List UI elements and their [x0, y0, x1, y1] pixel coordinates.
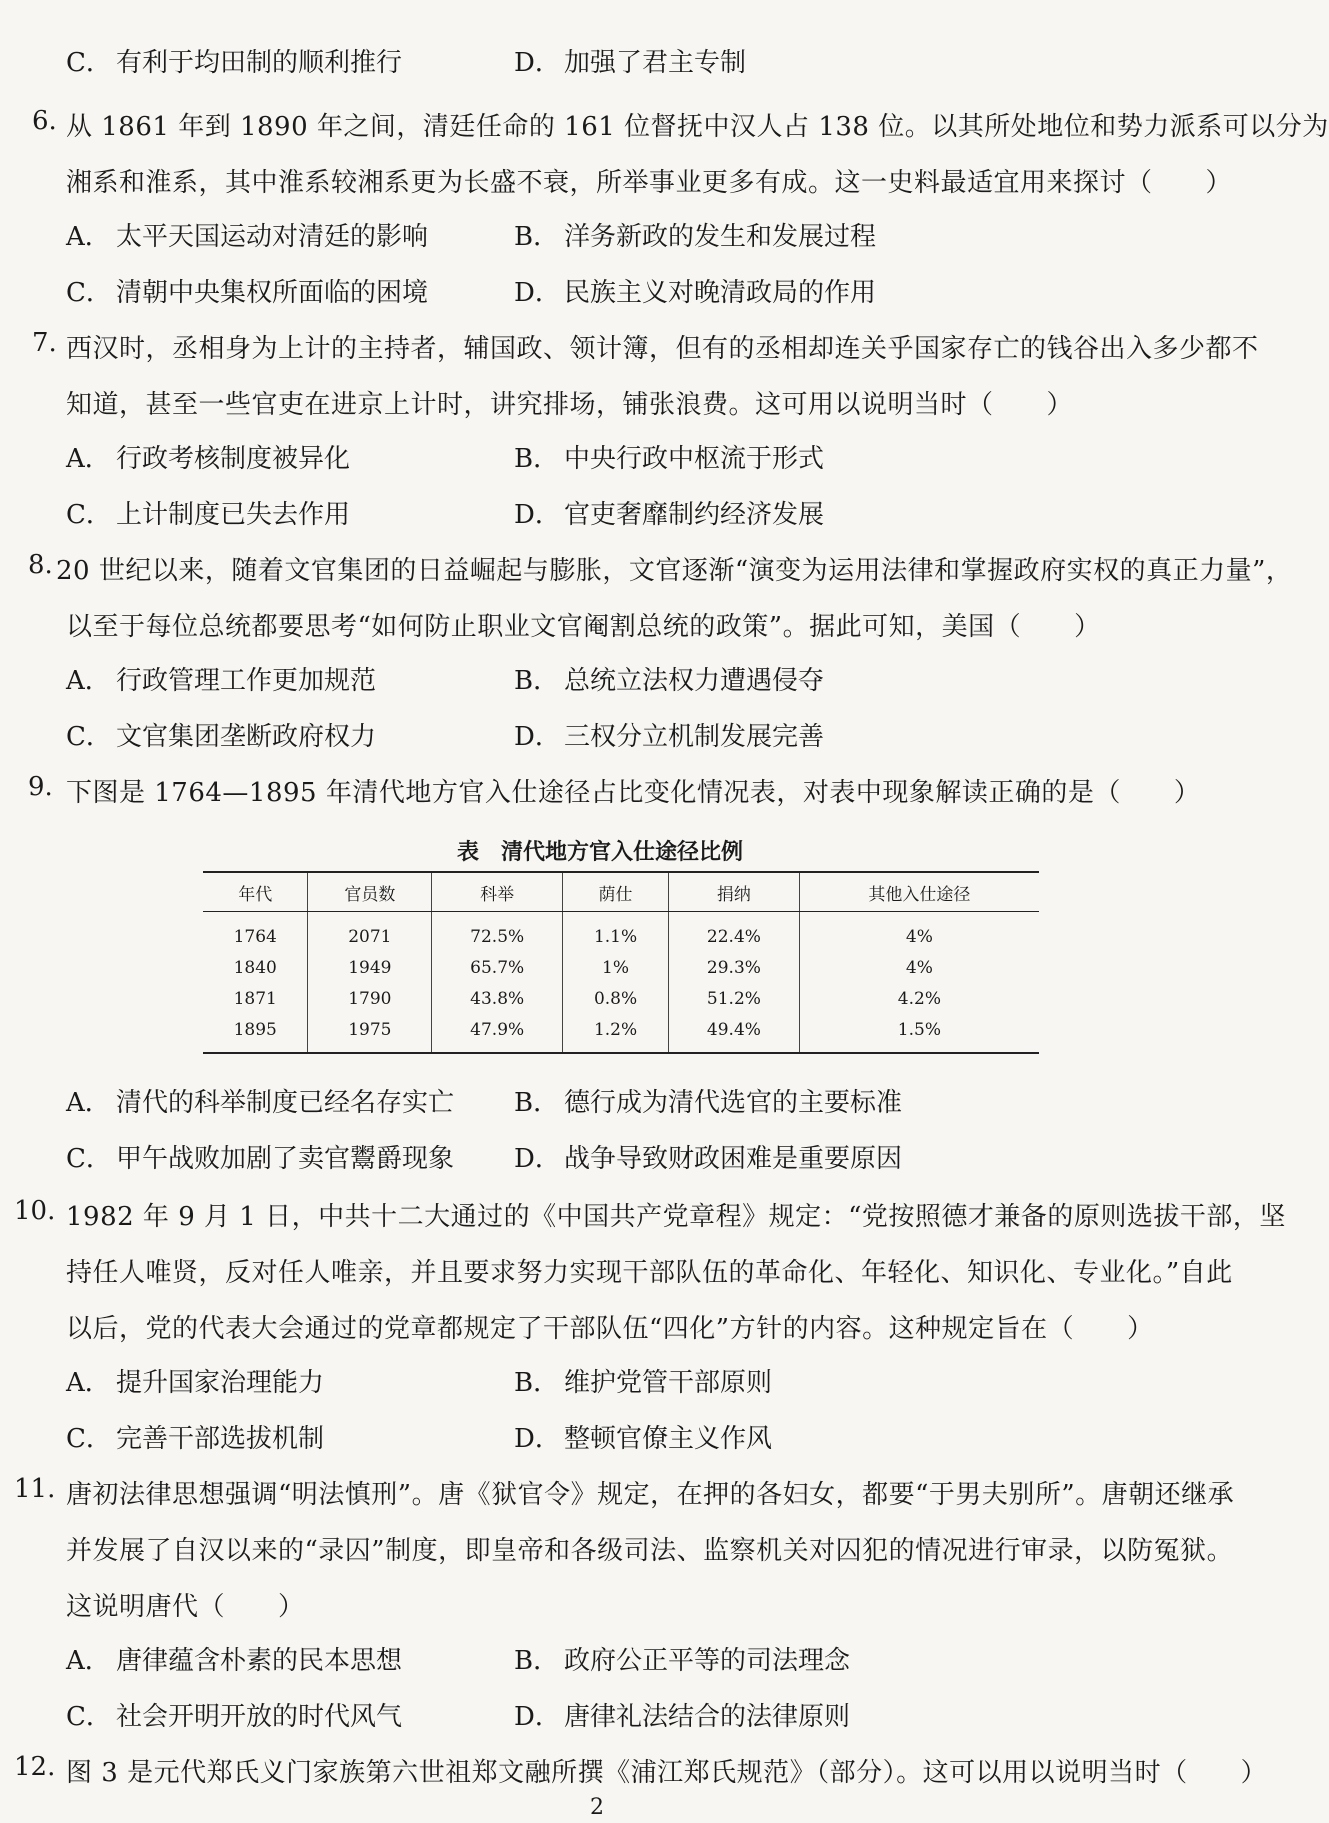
table-cell: 1764 [233, 926, 277, 947]
q10-stem-line3: 以后，党的代表大会通过的党章都规定了干部队伍“四化”方针的内容。这种规定旨在（ ） [66, 1314, 1154, 1344]
table-cell: 4% [799, 952, 1039, 983]
table-cell: 22.4% [669, 912, 800, 953]
table-cell: 47.9% [432, 1014, 563, 1053]
q7-option-c: C． 上计制度已失去作用 [66, 500, 351, 530]
q6-option-b: B． 洋务新政的发生和发展过程 [514, 222, 877, 252]
table-cell: 43.8% [432, 983, 563, 1014]
q8-option-b: B． 总统立法权力遭遇侵夺 [514, 666, 825, 696]
table-cell: 1975 [308, 1014, 432, 1053]
table-cell: 51.2% [669, 983, 800, 1014]
q10-stem-line2: 持任人唯贤，反对任人唯亲，并且要求努力实现干部队伍的革命化、年轻化、知识化、专业化。”自此 [66, 1258, 1233, 1288]
q6-stem-line2: 湘系和淮系，其中淮系较湘系更为长盛不衰，所举事业更多有成。这一史料最适宜用来探讨（ ） [66, 168, 1233, 198]
table-row [203, 952, 1039, 983]
table-cell: 1840 [233, 957, 277, 978]
q10-stem-line1: 1982 年 9 月 1 日，中共十二大通过的《中国共产党章程》规定：“党按照德才兼备的原则选拔干部，坚 [66, 1202, 1286, 1232]
table-cell: 4% [799, 912, 1039, 953]
table-header-cell: 官员数 [308, 872, 432, 912]
table-cell: 1% [563, 952, 669, 983]
table-cell: 65.7% [432, 952, 563, 983]
q10-option-c: C． 完善干部选拔机制 [66, 1424, 325, 1454]
q8-option-a: A． 行政管理工作更加规范 [66, 666, 377, 696]
page-number: 2 [590, 1795, 604, 1820]
q12-stem-line1: 图 3 是元代郑氏义门家族第六世祖郑文融所撰《浦江郑氏规范》（部分）。这可以用以说明当时（ ） [66, 1758, 1268, 1788]
q10-option-a: A． 提升国家治理能力 [66, 1368, 325, 1398]
q7-stem-line1: 西汉时，丞相身为上计的主持者，辅国政、领计簿，但有的丞相却连关乎国家存亡的钱谷出入多少都不 [66, 334, 1259, 364]
q7-stem-line2: 知道，甚至一些官吏在进京上计时，讲究排场，铺张浪费。这可用以说明当时（ ） [66, 390, 1074, 420]
table-cell: 1949 [308, 952, 432, 983]
q8-option-d: D． 三权分立机制发展完善 [514, 722, 825, 752]
table-header-cell: 其他入仕途径 [799, 872, 1039, 912]
q9-option-d: D． 战争导致财政困难是重要原因 [514, 1144, 903, 1174]
q10-option-b: B． 维护党管干部原则 [514, 1368, 773, 1398]
q7-number: 7. [32, 328, 57, 358]
table-cell: 1.1% [563, 912, 669, 953]
q11-option-a: A． 唐律蕴含朴素的民本思想 [66, 1646, 403, 1676]
table-cell: 49.4% [669, 1014, 800, 1053]
q7-option-a: A． 行政考核制度被异化 [66, 444, 351, 474]
table-header-cell: 科举 [432, 872, 563, 912]
table-row [203, 1014, 1039, 1053]
table-cell: 72.5% [432, 912, 563, 953]
table-caption: 表 清代地方官入仕途径比例 [456, 840, 743, 865]
q10-option-d: D． 整顿官僚主义作风 [514, 1424, 773, 1454]
table-cell: 29.3% [669, 952, 800, 983]
q9-number: 9. [28, 772, 53, 802]
table-cell: 0.8% [563, 983, 669, 1014]
q5-option-c: C． 有利于均田制的顺利推行 [66, 48, 403, 78]
table-cell: 1.5% [799, 1014, 1039, 1053]
table-cell: 1.2% [563, 1014, 669, 1053]
table-cell: 1871 [233, 988, 277, 1009]
table-row [203, 912, 1039, 953]
q6-number: 6. [32, 106, 57, 136]
q11-number: 11. [14, 1474, 56, 1504]
q8-stem-line1: 20 世纪以来，随着文官集团的日益崛起与膨胀，文官逐渐“演变为运用法律和掌握政府实权的真正力量”， [56, 556, 1293, 586]
q8-stem-line2: 以至于每位总统都要思考“如何防止职业文官阉割总统的政策”。据此可知，美国（ ） [66, 612, 1101, 642]
table-header-cell: 年代 [203, 872, 308, 912]
q9-option-a: A． 清代的科举制度已经名存实亡 [66, 1088, 455, 1118]
q11-stem-line2: 并发展了自汉以来的“录囚”制度，即皇帝和各级司法、监察机关对囚犯的情况进行审录，以防冤狱。 [66, 1536, 1234, 1566]
official-entry-table [203, 871, 1039, 1054]
table-header-cell: 捐纳 [669, 872, 800, 912]
q12-number: 12. [14, 1752, 56, 1782]
q8-option-c: C． 文官集团垄断政府权力 [66, 722, 377, 752]
table-cell: 1790 [308, 983, 432, 1014]
q5-option-d: D． 加强了君主专制 [514, 48, 747, 78]
q6-stem-line1: 从 1861 年到 1890 年之间，清廷任命的 161 位督抚中汉人占 138 位。以其所处地位和势力派系可以分为 [66, 112, 1329, 142]
q8-number: 8. [28, 550, 53, 580]
q9-option-b: B． 德行成为清代选官的主要标准 [514, 1088, 903, 1118]
q6-option-c: C． 清朝中央集权所面临的困境 [66, 278, 429, 308]
table-row [203, 983, 1039, 1014]
q9-option-c: C． 甲午战败加剧了卖官鬻爵现象 [66, 1144, 455, 1174]
table-header-cell: 荫仕 [563, 872, 669, 912]
q6-option-d: D． 民族主义对晚清政局的作用 [514, 278, 877, 308]
table-header-row [203, 872, 1039, 912]
q11-stem-line1: 唐初法律思想强调“明法慎刑”。唐《狱官令》规定，在押的各妇女，都要“于男夫别所”。唐朝还继承 [66, 1480, 1235, 1510]
table-cell: 1895 [203, 1014, 308, 1053]
q7-option-d: D． 官吏奢靡制约经济发展 [514, 500, 825, 530]
q11-stem-line3: 这说明唐代（ ） [66, 1592, 305, 1622]
q11-option-d: D． 唐律礼法结合的法律原则 [514, 1702, 851, 1732]
table-cell: 2071 [308, 912, 432, 953]
q7-option-b: B． 中央行政中枢流于形式 [514, 444, 825, 474]
q10-number: 10. [14, 1196, 56, 1226]
q9-stem-line1: 下图是 1764—1895 年清代地方官入仕途径占比变化情况表，对表中现象解读正确的是（ ） [66, 778, 1201, 808]
q11-option-c: C． 社会开明开放的时代风气 [66, 1702, 403, 1732]
q11-option-b: B． 政府公正平等的司法理念 [514, 1646, 851, 1676]
q6-option-a: A． 太平天国运动对清廷的影响 [66, 222, 429, 252]
table-cell: 4.2% [799, 983, 1039, 1014]
